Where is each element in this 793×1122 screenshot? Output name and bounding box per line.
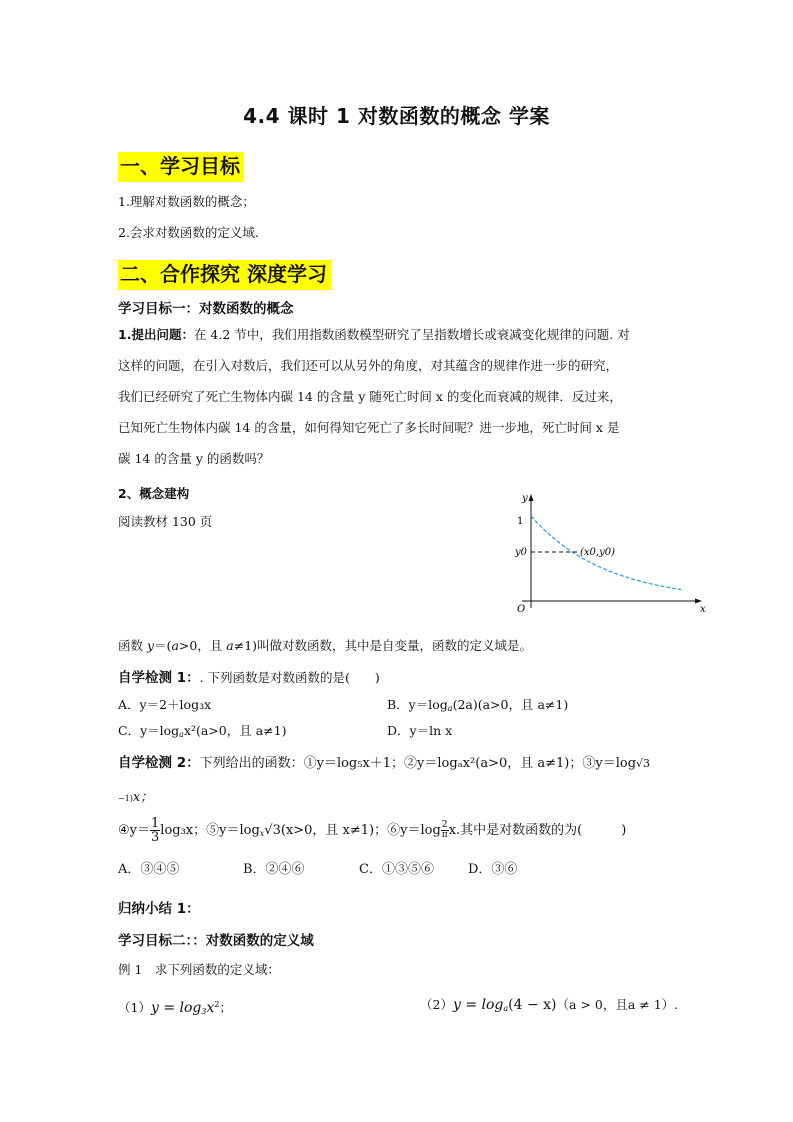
question-line-1 [118, 327, 630, 343]
fraction-one-third [150, 817, 160, 844]
check2-option-a: A．③④⑤ [118, 862, 180, 877]
fraction-numerator: 1 [151, 816, 160, 831]
definition-mid: ＝( [154, 638, 172, 653]
page-title: 4.4 课时 1 对数函数的概念 学案 [243, 104, 550, 128]
check1-option-c: C．$y=\log_ax^2(a>0$，且 a≠1) [118, 723, 287, 739]
example-part-2-math: y = log [452, 997, 504, 1013]
check1-option-b-1: B．y＝log [387, 697, 448, 712]
y-tick-label-1: 1 [517, 516, 524, 527]
check1-option-d: D．y＝ln x [387, 723, 453, 738]
example-intro: 例 1 求下列函数的定义域： [118, 962, 280, 977]
example-part-1-label: （1） [118, 1000, 151, 1015]
check2-item5: (x>0，且 x≠1)；⑥y＝log [280, 823, 441, 838]
y-axis-label: y [522, 493, 528, 504]
check2-item6: x.其中是对数函数的为( ) [448, 823, 627, 838]
goal-one-heading: 学习目标一：对数函数的概念 [118, 301, 294, 317]
fraction-denominator: 3 [151, 830, 160, 845]
check2-line-cont [118, 786, 153, 806]
definition-pre: 函数 [118, 638, 147, 653]
question-text-1: 在 4.2 节中，我们用指数函数模型研究了呈指数增长或衰减变化规律的问题. 对 [193, 327, 630, 342]
example-part-1-math: y = log [150, 1000, 202, 1016]
goal-1: 1.理解对数函数的概念； [118, 194, 255, 209]
section-heading-goals [118, 150, 244, 179]
y-axis-arrow [529, 494, 534, 501]
origin-label: O [517, 604, 526, 615]
question-label: 1.提出问题： [118, 327, 194, 342]
question-line-3: 我们已经研究了死亡生物体内碳 14 的含量 y 随死亡时间 x 的变化而衰减的规律．反过来， [118, 389, 622, 404]
goal-2: 2.会求对数函数的定义域. [118, 225, 259, 240]
check2-text: 下列给出的函数：①y＝log₅x＋1；②y＝logₐx²(a>0，且 a≠1)；③y＝log [199, 756, 637, 771]
decay-graph [500, 488, 710, 618]
definition-y: y [146, 638, 155, 653]
section-heading-explore [118, 258, 331, 287]
check2-line-2: ④y＝ $\frac{1}{3}$ log₃x；$⑤y=\log_x√3(x>0$，且 x≠1)；⑥y＝log $\frac{2}{\pi}$ x.其中是对数函数的为( ) [118, 816, 627, 845]
read-text: 阅读教材 130 页 [118, 514, 213, 529]
check1-line [118, 666, 380, 686]
check1-option-b: B．$y=\log_a(2a)(a>0$，且 a≠1) [387, 697, 569, 713]
check2-label: 自学检测 2： [118, 755, 200, 771]
check1-option-b-2: (2a)(a>0，且 a≠1) [452, 697, 569, 712]
check2-sqrt3-b: √3 [264, 823, 281, 838]
point-label: (x0,y0) [580, 547, 615, 558]
check2-line [118, 751, 650, 772]
section-heading-goals-text: 一、学习目标 [118, 152, 244, 182]
fraction-two-pi: $\frac{2}{\pi}$ [441, 820, 448, 840]
definition-a2: a [226, 638, 234, 653]
check1-option-c-1: C．y＝log [118, 723, 180, 738]
example-part-2: $(2)y = \log_a(4 - x)(a > 0$，且a ≠ 1）. [420, 997, 679, 1013]
check2-x: x； [132, 790, 154, 805]
definition-a1: a [171, 638, 179, 653]
x-axis-arrow [695, 599, 702, 604]
example-part-1: $(1)y = \log_3x^2$； [118, 1000, 232, 1016]
check1-text: . 下列函数是对数函数的是( ) [199, 670, 380, 685]
example-part-2-condition: （a > 0，且a ≠ 1）. [556, 997, 679, 1012]
check2-sqrt3: √3 [636, 757, 651, 770]
x-axis-label: x [700, 604, 706, 615]
check1-option-c-2: x²(a>0，且 a≠1) [183, 723, 287, 738]
check1-label: 自学检测 1： [118, 670, 200, 686]
definition-cond2: ≠1)叫做对数函数，其中是自变量，函数的定义域是。 [233, 638, 533, 653]
question-line-2: 这样的问题，在引入对数后，我们还可以从另外的角度，对其蕴含的规律作进一步的研究， [118, 358, 619, 373]
check2-item4-b: log₃x；⑤y＝log [160, 823, 260, 838]
concept-heading: 2、概念建构 [118, 486, 190, 501]
example-part-1-tail: ； [219, 1000, 232, 1015]
section-heading-explore-text: 二、合作探究 深度学习 [118, 260, 331, 290]
definition-cond1: >0，且 [178, 638, 227, 653]
definition-line [118, 638, 532, 654]
example-part-2-label: （2） [420, 997, 453, 1012]
check2-option-c: C．①③⑤⑥ [359, 862, 434, 877]
example-part-2-paren: (4 − x) [508, 997, 557, 1013]
summary-heading: 归纳小结 1： [118, 901, 200, 917]
question-line-4: 已知死亡生物体内碳 14 的含量，如何得知它死亡了多长时间呢？进一步地，死亡时间 x 是 [118, 420, 620, 435]
check2-option-d: D．③⑥ [468, 862, 518, 877]
goal-two-heading: 学习目标二：：对数函数的定义域 [118, 933, 314, 949]
y0-label: y0 [515, 547, 528, 558]
check1-option-a: A．y＝2＋log₃x [118, 697, 212, 712]
check2-option-b: B．②④⑥ [243, 862, 305, 877]
check2-item4-a: ④y＝ [118, 823, 150, 838]
check2-subscript: −1) [118, 794, 133, 803]
question-line-5: 碳 14 的含量 y 的函数吗？ [118, 451, 270, 466]
